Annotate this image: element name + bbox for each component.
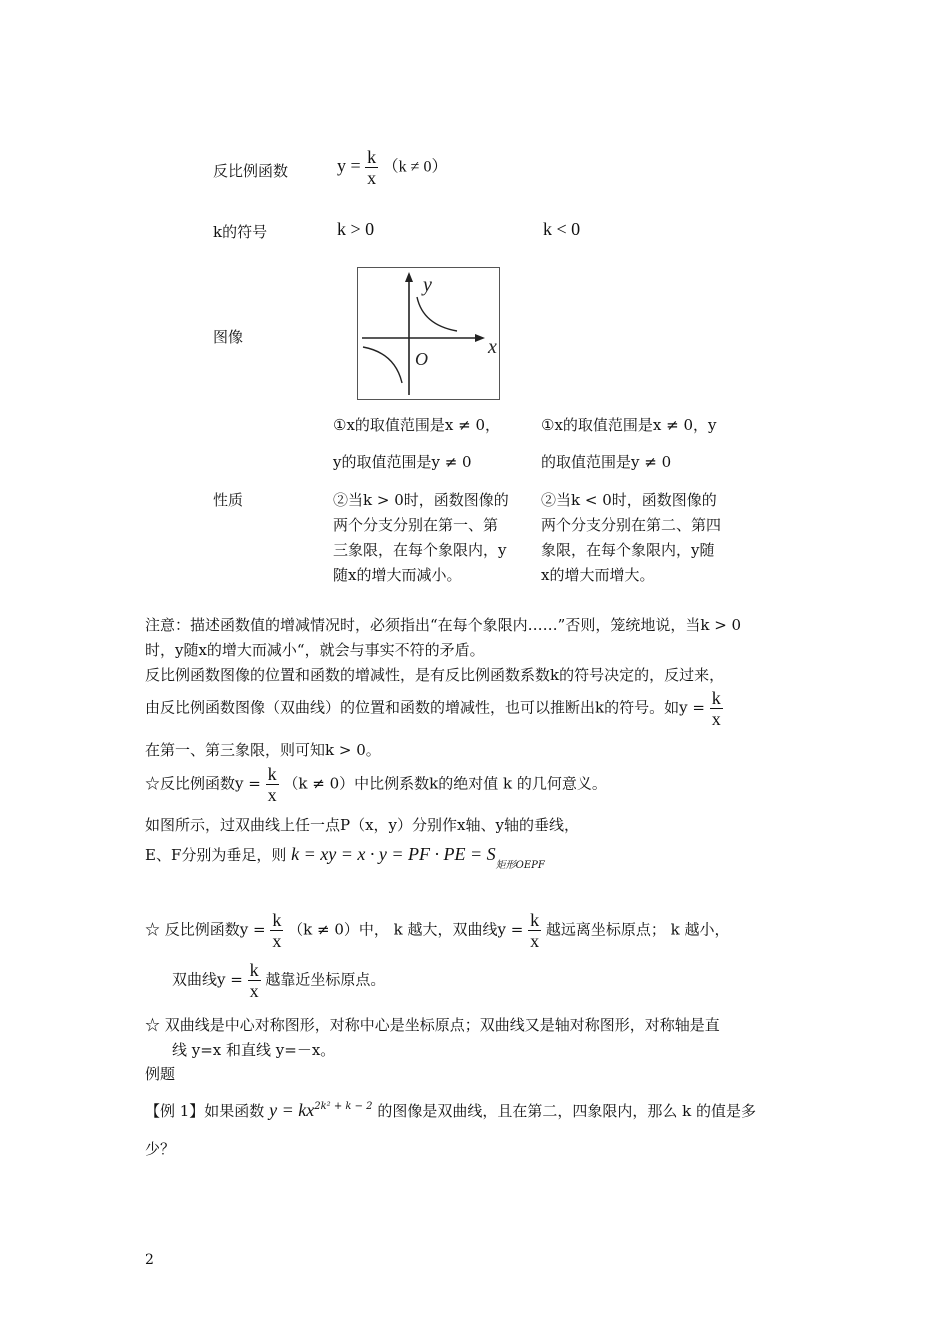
- origin-label: O: [415, 349, 428, 369]
- star-2-numerator: k: [272, 910, 282, 930]
- function-denominator: x: [367, 168, 377, 188]
- example-1-pre: 【例 1】如果函数: [145, 1102, 265, 1120]
- star-1-pre: ☆反比例函数y =: [145, 774, 261, 793]
- star-1-denominator: x: [267, 785, 277, 805]
- note-3: [145, 688, 723, 729]
- note-3-text: 由反比例函数图像（双曲线）的位置和函数的增减性，也可以推断出k的符号。如y =: [145, 698, 705, 717]
- prop-pos-1b: y的取值范围是y ≠ 0: [333, 453, 472, 471]
- note-1b: 时，y随x的增大而减小“，就会与事实不符的矛盾。: [145, 641, 485, 659]
- example-1-exponent: 2k² + k − 2: [314, 1101, 373, 1112]
- prop-pos-1a: ①x的取值范围是x ≠ 0，: [333, 416, 501, 434]
- function-numerator: k: [367, 147, 377, 167]
- star-2-denominator: x: [272, 931, 282, 951]
- note-3-numerator: k: [711, 688, 721, 708]
- star-3a: ☆ 双曲线是中心对称图形，对称中心是坐标原点；双曲线又是轴对称图形，对称轴是直: [145, 1016, 720, 1034]
- star-2: [145, 910, 730, 951]
- star-2-pre: ☆ 反比例函数y =: [145, 920, 266, 939]
- row-label-graph: 图像: [213, 328, 244, 346]
- star-1: [145, 764, 607, 805]
- row-label-properties: 性质: [213, 491, 244, 509]
- example-1: [145, 1100, 756, 1121]
- star-1-post: （k ≠ 0）中比例系数k的绝对值 k 的几何意义。: [283, 774, 607, 793]
- star-2b-denominator: x: [249, 981, 259, 1001]
- star-2b: [172, 960, 385, 1001]
- function-lhs: y =: [337, 155, 361, 176]
- row-label-function: 反比例函数: [213, 162, 289, 180]
- prop-neg-2-line3: 象限，在每个象限内，y随: [541, 541, 715, 559]
- geo-1: 如图所示，过双曲线上任一点P（x，y）分别作x轴、y轴的垂线，: [145, 816, 579, 834]
- star-2-denominator-2: x: [530, 931, 540, 951]
- prop-neg-2-line4: x的增大而增大。: [541, 566, 655, 584]
- page-number: 2: [145, 1252, 154, 1268]
- star-2-post: 越远离坐标原点； k 越小，: [545, 920, 730, 939]
- hyperbola-graph: [357, 267, 502, 401]
- prop-neg-2-line1: ②当k < 0时，函数图像的: [541, 491, 717, 509]
- example-1-post: 的图像是双曲线，且在第二，四象限内，那么 k 的值是多: [377, 1102, 756, 1120]
- prop-pos-2-line2: 两个分支分别在第一、第: [333, 516, 499, 534]
- function-condition: （k ≠ 0）: [382, 158, 448, 176]
- example-1-equation: y = kx: [269, 1100, 315, 1120]
- note-1a: 注意：描述函数值的增减情况时，必须指出“在每个象限内……”否则，笼统地说，当k > 0: [145, 616, 742, 634]
- prop-neg-1a: ①x的取值范围是x ≠ 0，y: [541, 416, 717, 434]
- prop-neg-2-line2: 两个分支分别在第二、第四: [541, 516, 722, 534]
- example-1-line2: 少？: [145, 1140, 176, 1158]
- note-4: 在第一、第三象限，则可知k > 0。: [145, 741, 381, 759]
- star-3b: 线 y=x 和直线 y=－x。: [172, 1041, 336, 1059]
- geo-2-subscript: 矩形OEPF: [495, 860, 545, 871]
- star-2b-numerator: k: [249, 960, 259, 980]
- sign-negative: k < 0: [543, 219, 581, 239]
- y-axis-label: y: [423, 274, 432, 296]
- star-1-numerator: k: [267, 764, 277, 784]
- prop-pos-2-line1: ②当k > 0时，函数图像的: [333, 491, 509, 509]
- x-axis-label: x: [488, 336, 497, 358]
- sign-positive: k > 0: [337, 219, 375, 239]
- example-title: 例题: [145, 1065, 176, 1083]
- star-2b-post: 越靠近坐标原点。: [265, 970, 386, 989]
- geo-2-equation: k = xy = x · y = PF · PE = S: [291, 844, 496, 864]
- row-label-sign: k的符号: [213, 223, 268, 241]
- prop-pos-2-line3: 三象限，在每个象限内，y: [333, 541, 507, 559]
- note-3-denominator: x: [711, 709, 721, 729]
- star-2-numerator-2: k: [530, 910, 540, 930]
- note-2: 反比例函数图像的位置和函数的增减性，是有反比例函数系数k的符号决定的，反过来，: [145, 666, 725, 684]
- star-2-mid: （k ≠ 0）中， k 越大，双曲线y =: [288, 920, 524, 939]
- star-2b-pre: 双曲线y =: [172, 970, 243, 989]
- prop-pos-2-line4: 随x的增大而减小。: [333, 566, 462, 584]
- geo-2-pre: E、F分别为垂足，则: [145, 846, 287, 864]
- geo-2: [145, 844, 545, 871]
- function-formula: [337, 147, 447, 188]
- prop-neg-1b: 的取值范围是y ≠ 0: [541, 453, 672, 471]
